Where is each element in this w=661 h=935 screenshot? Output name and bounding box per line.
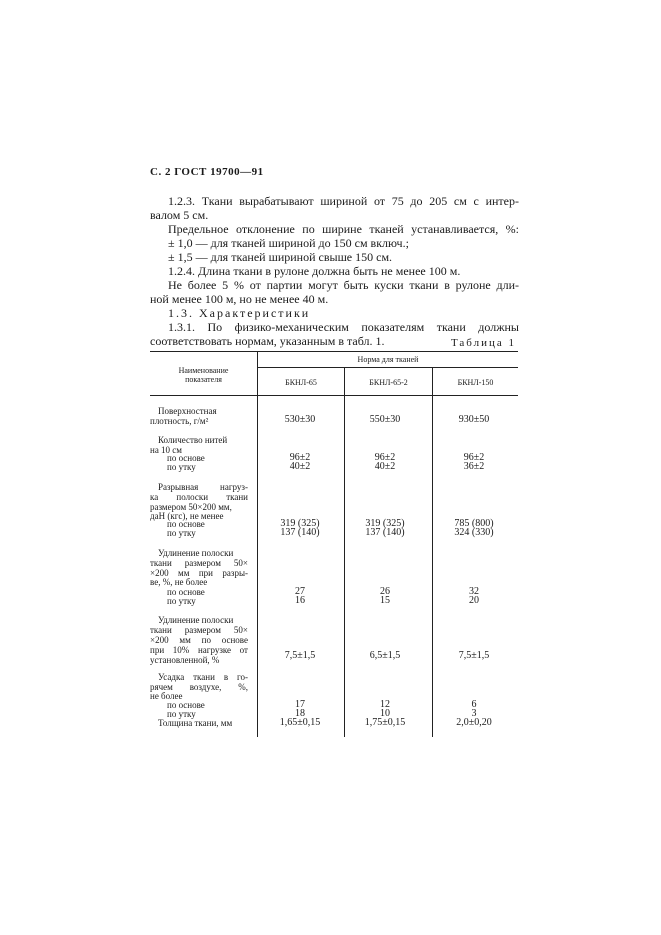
row-elong-label-3: ×200 мм при разры- <box>150 568 248 578</box>
row-elong-label-4: ве, %, не более <box>150 577 208 587</box>
row-elong-weft: по утку <box>167 596 196 606</box>
para-1-line-1: 1.2.3. Ткани вырабатывают шириной от 75 до 205 см с интер- <box>168 194 519 208</box>
row-threads-weft-val-2: 40±2 <box>374 461 396 472</box>
row-shrink-warp-val-2: 12 <box>380 699 390 710</box>
para-4-line-2: ной менее 100 м, но не менее 40 м. <box>150 292 329 306</box>
row-break-label-4: даН (кгс), не менее <box>150 511 224 521</box>
row-elong-warp: по основе <box>167 587 205 597</box>
row-shrink-warp-val-3: 6 <box>471 699 477 710</box>
row-density-val-1: 530±30 <box>284 414 316 425</box>
row-density-label-2: плотность, г/м² <box>150 416 209 426</box>
table-vline-3 <box>432 367 433 737</box>
row-thick-val-2: 1,75±0,15 <box>364 717 406 728</box>
para-3: 1.2.4. Длина ткани в рулоне должна быть не менее 100 м. <box>168 264 461 278</box>
row-shrink-label-2: рячем воздухе, %, <box>150 682 248 692</box>
row-density-label-1: Поверхностная <box>158 406 217 416</box>
row-threads-warp-val-1: 96±2 <box>289 452 311 463</box>
row-thick-val-1: 1,65±0,15 <box>279 717 321 728</box>
row-elong-label-1: Удлинение полоски <box>158 548 234 558</box>
row-break-weft-val-2: 137 (140) <box>365 527 405 538</box>
row-break-warp-val-3: 785 (800) <box>454 518 494 529</box>
row-shrink-label-1: Усадка ткани в го- <box>158 672 248 682</box>
row-shrink-weft-val-3: 3 <box>471 708 477 719</box>
row-elong10-label-5: установленной, % <box>150 655 220 665</box>
para-1-line-2: валом 5 см. <box>150 208 209 222</box>
para-6-line-1: 1.3.1. По физико-механическим показателям ткани должны <box>168 320 519 334</box>
row-break-label-3: размером 50×200 мм, <box>150 502 232 512</box>
row-threads-weft-val-3: 36±2 <box>463 461 485 472</box>
header-name-1: Наименование <box>178 366 229 375</box>
row-threads-weft-val-1: 40±2 <box>289 461 311 472</box>
header-group: Норма для тканей <box>357 355 419 364</box>
page-header: С. 2 ГОСТ 19700—91 <box>150 166 264 178</box>
row-break-label-2: ка полоски ткани <box>150 492 248 502</box>
row-elong-warp-val-1: 27 <box>295 586 305 597</box>
row-elong10-label-4: при 10% нагрузке от <box>150 645 248 655</box>
row-elong10-label-3: ×200 мм по основе <box>150 635 248 645</box>
header-name-2: показателя <box>185 375 222 384</box>
row-elong-warp-val-2: 26 <box>380 586 390 597</box>
header-col-3: БКНЛ-150 <box>457 378 494 387</box>
row-elong10-val-2: 6,5±1,5 <box>369 650 401 661</box>
row-threads-warp-val-3: 96±2 <box>463 452 485 463</box>
para-4-line-1: Не более 5 % от партии могут быть куски ткани в рулоне дли- <box>168 278 519 292</box>
row-threads-weft: по утку <box>167 462 196 472</box>
table-top-rule <box>150 351 518 352</box>
row-threads-label-2: на 10 см <box>150 445 183 455</box>
row-elong-label-2: ткани размером 50× <box>150 558 248 568</box>
header-col-2: БКНЛ-65-2 <box>369 378 408 387</box>
row-shrink-warp: по основе <box>167 700 205 710</box>
para-6-line-2: соответствовать нормам, указанным в табл. 1. <box>150 334 385 348</box>
row-thick-val-3: 2,0±0,20 <box>456 717 492 728</box>
row-elong-weft-val-2: 15 <box>380 595 390 606</box>
row-break-weft: по утку <box>167 528 196 538</box>
row-elong10-label-2: ткани размером 50× <box>150 625 248 635</box>
row-threads-label-1: Количество нитей <box>158 435 228 445</box>
row-density-val-2: 550±30 <box>369 414 401 425</box>
row-threads-warp: по основе <box>167 453 205 463</box>
row-threads-warp-val-2: 96±2 <box>374 452 396 463</box>
row-break-label-1: Разрывная нагруз- <box>158 482 248 492</box>
table-header-rule <box>150 395 518 396</box>
row-shrink-label-3: не более <box>150 691 183 701</box>
row-elong-weft-val-1: 16 <box>295 595 305 606</box>
row-shrink-weft-val-2: 10 <box>380 708 390 719</box>
row-shrink-weft: по утку <box>167 709 196 719</box>
row-elong-weft-val-3: 20 <box>469 595 479 606</box>
row-break-weft-val-1: 137 (140) <box>280 527 320 538</box>
row-break-warp-val-2: 319 (325) <box>365 518 405 529</box>
table-caption: Таблица 1 <box>450 337 516 349</box>
row-elong10-val-3: 7,5±1,5 <box>458 650 490 661</box>
row-break-warp-val-1: 319 (325) <box>280 518 320 529</box>
row-elong10-val-1: 7,5±1,5 <box>284 650 316 661</box>
table-group-rule <box>258 367 518 368</box>
row-thick-label: Толщина ткани, мм <box>158 718 233 728</box>
row-break-weft-val-3: 324 (330) <box>454 527 494 538</box>
section-heading: 1.3. Характеристики <box>168 306 311 320</box>
row-elong-warp-val-3: 32 <box>469 586 479 597</box>
para-2-line-3: ± 1,5 — для тканей шириной свыше 150 см. <box>168 250 393 264</box>
row-shrink-warp-val-1: 17 <box>295 699 305 710</box>
row-shrink-weft-val-1: 18 <box>295 708 305 719</box>
table-vline-1 <box>257 351 258 737</box>
row-break-warp: по основе <box>167 519 205 529</box>
row-density-val-3: 930±50 <box>458 414 490 425</box>
header-col-1: БКНЛ-65 <box>285 378 317 387</box>
para-2-line-2: ± 1,0 — для тканей шириной до 150 см включ.; <box>168 236 409 250</box>
row-elong10-label-1: Удлинение полоски <box>158 615 234 625</box>
para-2-line-1: Предельное отклонение по ширине тканей устанавливается, %: <box>168 222 519 236</box>
